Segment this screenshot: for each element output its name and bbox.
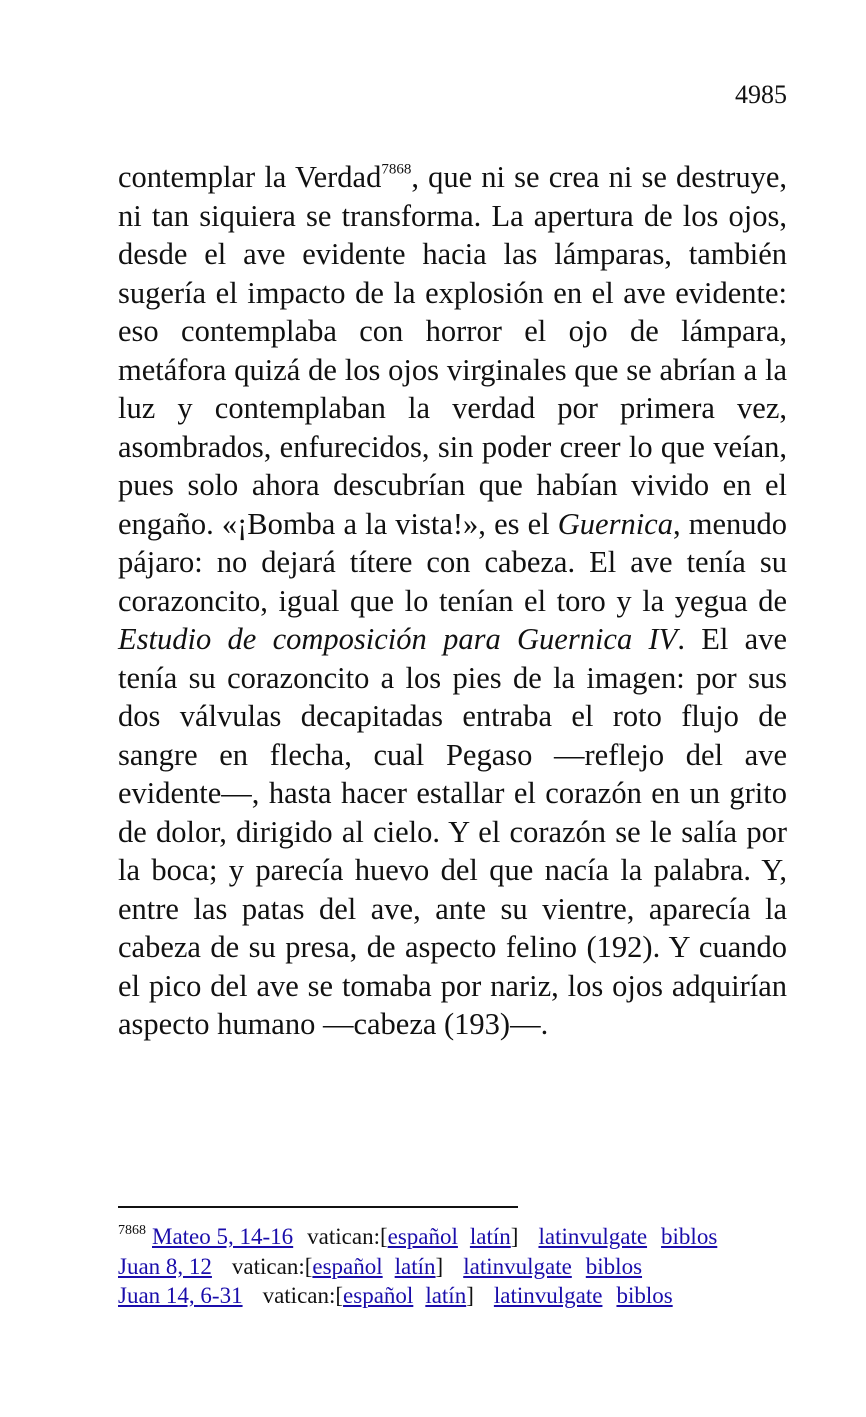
italic-title-estudio: Estudio de composición para Guernica IV xyxy=(118,622,678,656)
espanol-link[interactable]: español xyxy=(343,1283,414,1308)
vatican-suffix: ] xyxy=(466,1283,474,1308)
vatican-suffix: ] xyxy=(510,1224,519,1249)
body-text-segment: . El ave tenía su corazoncito a los pies de la imagen: por sus dos válvulas decapitadas entraba el roto flujo de sangre en flecha, cual Pegaso ―reflejo del ave evidente―, hasta hacer estallar el corazón en un grito de dolor, dirigido al cielo. Y el corazón se le salía por la boca; y parecía huevo del que nacía la palabra. Y, entre las patas del ave, ante su vientre, aparecía la cabeza de su presa, de aspecto felino (192). Y cuando el pico del ave se tomaba por nariz, los ojos adquirían aspecto humano ―cabeza (193)―. xyxy=(118,622,787,1041)
biblos-link[interactable]: biblos xyxy=(616,1283,673,1308)
footnote-marker: 7868 xyxy=(118,1222,146,1238)
vatican-prefix: vatican:[ xyxy=(262,1283,344,1308)
espanol-link[interactable]: español xyxy=(312,1253,383,1279)
vatican-prefix: vatican:[ xyxy=(231,1253,313,1279)
biblos-link[interactable]: biblos xyxy=(585,1253,643,1279)
latin-link[interactable]: latín xyxy=(394,1253,436,1279)
footnote-line xyxy=(118,1281,818,1311)
latin-link[interactable]: latín xyxy=(469,1224,511,1249)
footnote-divider xyxy=(118,1206,518,1208)
espanol-link[interactable]: español xyxy=(387,1224,458,1249)
italic-title-guernica: Guernica xyxy=(557,506,673,541)
citation-link[interactable]: Juan 8, 12 xyxy=(118,1253,212,1279)
vatican-prefix: vatican:[ xyxy=(307,1224,388,1249)
latinvulgate-link[interactable]: latinvulgate xyxy=(493,1283,603,1308)
footnote-reference[interactable]: 7868 xyxy=(381,161,412,178)
citation-link[interactable]: Juan 14, 6-31 xyxy=(118,1283,243,1308)
footnote-line xyxy=(118,1222,818,1252)
body-text-segment: , menudo pájaro: no dejará títere con cabeza. El ave tenía su corazoncito, igual que lo tenían el toro y la yegua de xyxy=(118,506,787,618)
footnotes xyxy=(118,1222,818,1311)
citation-link[interactable]: Mateo 5, 14-16 xyxy=(152,1224,294,1249)
body-text-segment: contemplar la Verdad xyxy=(118,160,382,194)
latinvulgate-link[interactable]: latinvulgate xyxy=(538,1224,648,1249)
body-text-segment: , que ni se crea ni se destruye, ni tan siquiera se transforma. La apertura de los ojos, desde el ave evidente hacia las lámparas, también sugería el impacto de la explosión en el ave evidente: eso contemplaba con horror el ojo de lámpara, metáfora quizá de los ojos virginales que se abrían a la luz y contemplaban la verdad por primera vez, asombrados, enfurecidos, sin poder creer lo que veían, pues solo ahora descubrían que habían vivido en el engaño. «¡Bomba a la vista!», es el xyxy=(118,160,787,541)
biblos-link[interactable]: biblos xyxy=(661,1224,718,1249)
footnote-line xyxy=(118,1252,818,1282)
body-paragraph xyxy=(118,158,787,1044)
page-number: 4985 xyxy=(735,80,787,109)
latin-link[interactable]: latín xyxy=(425,1283,467,1308)
latinvulgate-link[interactable]: latinvulgate xyxy=(463,1253,572,1279)
vatican-suffix: ] xyxy=(435,1253,444,1279)
